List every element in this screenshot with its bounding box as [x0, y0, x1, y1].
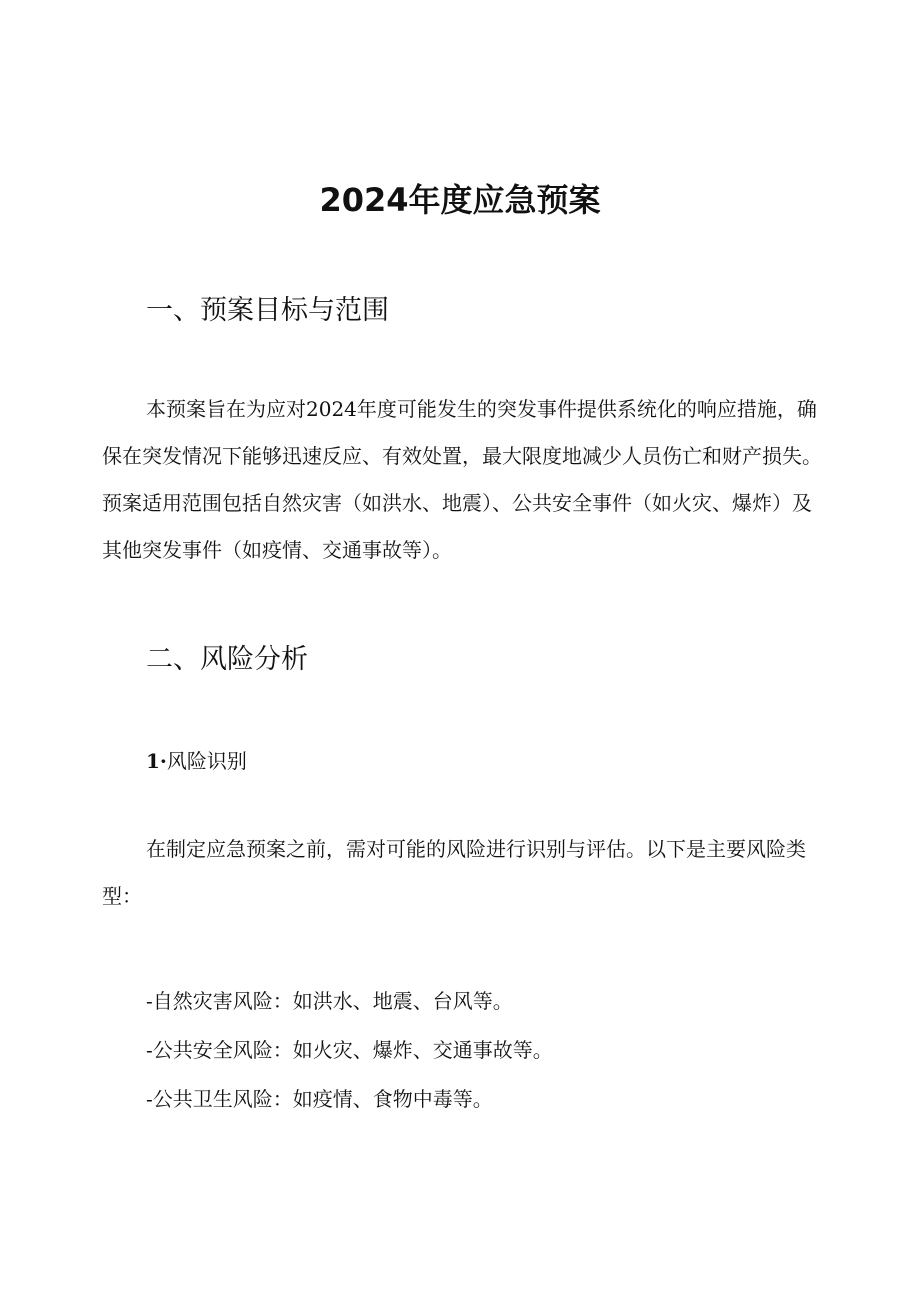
section-paragraph-risk-analysis: 在制定应急预案之前，需对可能的风险进行识别与评估。以下是主要风险类型：: [102, 837, 806, 908]
list-item: -公共安全风险：如火灾、爆炸、交通事故等。: [146, 1038, 553, 1062]
section-paragraph-goals-scope: 本预案旨在为应对2024年度可能发生的突发事件提供系统化的响应措施，确保在突发情况下能够迅速反应、有效处置，最大限度地减少人员伤亡和财产损失。预案适用范围包括自然灾害（如洪水、地震）、公共安全事件（如火灾、爆炸）及其他突发事件（如疫情、交通事故等）。: [102, 397, 822, 562]
section-heading-goals-scope: 一、预案目标与范围: [146, 295, 389, 326]
subheading-text: 风险识别: [166, 749, 247, 773]
risk-type-list: [146, 981, 553, 1128]
document-title: 2024年度应急预案: [319, 181, 601, 219]
subheading-risk-identification: [146, 745, 247, 777]
list-item: -公共卫生风险：如疫情、食物中毒等。: [146, 1087, 493, 1111]
section-heading-risk-analysis: 二、风险分析: [146, 644, 308, 675]
subheading-number: 1·: [146, 749, 167, 773]
list-item: -自然灾害风险：如洪水、地震、台风等。: [146, 989, 513, 1013]
